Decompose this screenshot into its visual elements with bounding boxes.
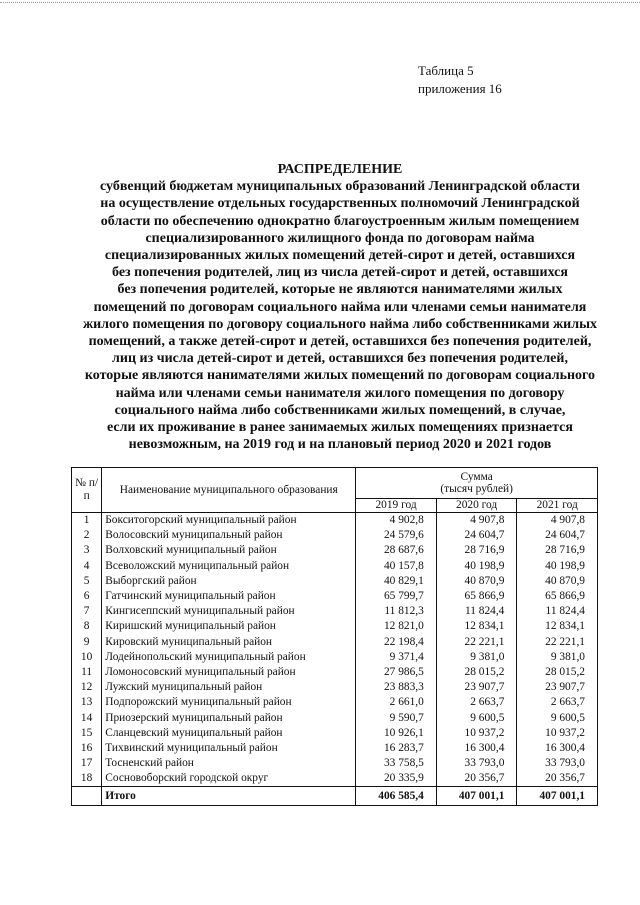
table-body [72, 512, 598, 786]
amount-2020: 65 866,9 [436, 588, 517, 603]
heading-line: которые являются нанимателями жилых помещений по договорам социального [84, 368, 596, 384]
row-number: 5 [72, 573, 102, 588]
table-row [72, 573, 598, 588]
document-heading [60, 161, 620, 453]
row-number: 14 [72, 710, 102, 725]
scan-edge-line [0, 2, 640, 7]
row-number: 16 [72, 740, 102, 755]
municipality-name: Гатчинский муниципальный район [102, 588, 356, 603]
municipality-name: Ломоносовский муниципальный район [102, 664, 356, 679]
amount-2019: 11 812,3 [356, 604, 437, 619]
heading-line: найма или членами семьи нанимателя жилого помещения по договору [115, 385, 565, 401]
amount-2021: 40 198,9 [517, 558, 598, 573]
amount-2019: 16 283,7 [356, 740, 437, 755]
heading-line: помещений, а также детей-сирот и детей, оставшихся без попечения родителей, [88, 334, 592, 350]
row-number: 11 [72, 664, 102, 679]
municipality-name: Тосненский район [102, 756, 356, 771]
amount-2020: 2 663,7 [436, 695, 517, 710]
header-year-2020: 2020 год [436, 499, 517, 513]
row-number: 13 [72, 695, 102, 710]
municipality-name: Тихвинский муниципальный район [102, 740, 356, 755]
municipality-name: Сланцевский муниципальный район [102, 725, 356, 740]
amount-2021: 22 221,1 [517, 634, 598, 649]
amount-2020: 24 604,7 [436, 528, 517, 543]
row-number: 12 [72, 680, 102, 695]
amount-2021: 9 600,5 [517, 710, 598, 725]
appendix-reference [418, 62, 502, 98]
amount-2019: 20 335,9 [356, 771, 437, 787]
amount-2019: 65 799,7 [356, 588, 437, 603]
table-row [72, 634, 598, 649]
table-row [72, 756, 598, 771]
heading-line: жилого помещения по договору социального найма либо собственниками жилых [82, 316, 598, 332]
table-row [72, 710, 598, 725]
amount-2020: 12 834,1 [436, 619, 517, 634]
amount-2021: 4 907,8 [517, 512, 598, 528]
heading-line: если их проживание в ранее занимаемых жилых помещениях признается [107, 420, 573, 436]
amount-2019: 40 829,1 [356, 573, 437, 588]
amount-2021: 23 907,7 [517, 680, 598, 695]
table-row [72, 664, 598, 679]
header-year-2019: 2019 год [356, 499, 437, 513]
amount-2020: 4 907,8 [436, 512, 517, 528]
amount-2021: 11 824,4 [517, 604, 598, 619]
amount-2019: 28 687,6 [356, 543, 437, 558]
amount-2021: 28 015,2 [517, 664, 598, 679]
amount-2020: 23 907,7 [436, 680, 517, 695]
row-number: 18 [72, 771, 102, 787]
table-row [72, 649, 598, 664]
row-number: 1 [72, 512, 102, 528]
header-sum [356, 468, 598, 499]
amount-2021: 24 604,7 [517, 528, 598, 543]
amount-2020: 40 870,9 [436, 573, 517, 588]
table-row [72, 558, 598, 573]
amount-2019: 9 590,7 [356, 710, 437, 725]
heading-line: социального найма либо собственниками жилых помещений, в случае, [114, 402, 566, 418]
row-number: 6 [72, 588, 102, 603]
heading-line: без попечения родителей, которые не являются нанимателями жилых [117, 282, 563, 298]
total-num-cell [72, 786, 102, 805]
heading-line: невозможным, на 2019 год и на плановый период 2020 и 2021 годов [128, 437, 552, 453]
header-sum-unit: (тысяч рублей) [440, 483, 513, 495]
heading-line: специализированных жилых помещений детей-сирот и детей, оставшихся [104, 248, 576, 264]
amount-2021: 10 937,2 [517, 725, 598, 740]
table-row [72, 588, 598, 603]
table-row [72, 725, 598, 740]
municipality-name: Лужский муниципальный район [102, 680, 356, 695]
amount-2021: 33 793,0 [517, 756, 598, 771]
amount-2019: 2 661,0 [356, 695, 437, 710]
total-row [72, 786, 598, 805]
amount-2020: 33 793,0 [436, 756, 517, 771]
table-row [72, 512, 598, 528]
row-number: 17 [72, 756, 102, 771]
total-2020: 407 001,1 [436, 786, 517, 805]
table-row [72, 771, 598, 787]
amount-2021: 2 663,7 [517, 695, 598, 710]
amount-2020: 9 600,5 [436, 710, 517, 725]
row-number: 3 [72, 543, 102, 558]
row-number: 9 [72, 634, 102, 649]
amount-2021: 28 716,9 [517, 543, 598, 558]
amount-2020: 11 824,4 [436, 604, 517, 619]
heading-subtitle [60, 178, 620, 453]
row-number: 10 [72, 649, 102, 664]
municipality-name: Всеволожский муниципальный район [102, 558, 356, 573]
amount-2021: 16 300,4 [517, 740, 598, 755]
municipality-name: Лодейнопольский муниципальный район [102, 649, 356, 664]
municipality-name: Бокситогорский муниципальный район [102, 512, 356, 528]
municipality-name: Приозерский муниципальный район [102, 710, 356, 725]
municipality-name: Кингисеппский муниципальный район [102, 604, 356, 619]
amount-2019: 40 157,8 [356, 558, 437, 573]
amount-2019: 12 821,0 [356, 619, 437, 634]
row-number: 7 [72, 604, 102, 619]
amount-2019: 9 371,4 [356, 649, 437, 664]
row-number: 4 [72, 558, 102, 573]
amount-2019: 27 986,5 [356, 664, 437, 679]
amount-2019: 23 883,3 [356, 680, 437, 695]
municipality-name: Сосновоборский городской округ [102, 771, 356, 787]
header-year-2021: 2021 год [517, 499, 598, 513]
municipality-name: Волховский муниципальный район [102, 543, 356, 558]
table-row [72, 740, 598, 755]
heading-line: на осуществление отдельных государственных полномочий Ленинградской [100, 196, 580, 212]
heading-line: лиц из числа детей-сирот и детей, оставшихся без попечения родителей, [112, 351, 568, 367]
table-row [72, 619, 598, 634]
amount-2019: 22 198,4 [356, 634, 437, 649]
heading-line: субвенций бюджетам муниципальных образований Ленинградской области [100, 179, 580, 195]
table-row [72, 543, 598, 558]
row-number: 15 [72, 725, 102, 740]
amount-2019: 4 902,8 [356, 512, 437, 528]
heading-line: специализированного жилищного фонда по договорам найма [145, 230, 535, 246]
amount-2020: 28 015,2 [436, 664, 517, 679]
row-number: 8 [72, 619, 102, 634]
total-label: Итого [102, 786, 356, 805]
amount-2021: 40 870,9 [517, 573, 598, 588]
heading-line: без попечения родителей, лиц из числа детей-сирот и детей, оставшихся [112, 265, 568, 281]
heading-line: помещений по договорам социального найма или членами семьи нанимателя [93, 299, 587, 315]
heading-title: РАСПРЕДЕЛЕНИЕ [277, 162, 403, 177]
amount-2019: 24 579,6 [356, 528, 437, 543]
amount-2021: 20 356,7 [517, 771, 598, 787]
total-2019: 406 585,4 [356, 786, 437, 805]
municipality-name: Подпорожский муниципальный район [102, 695, 356, 710]
table-row [72, 680, 598, 695]
municipality-name: Волосовский муниципальный район [102, 528, 356, 543]
table-row [72, 604, 598, 619]
header-sum-label: Сумма [460, 470, 493, 483]
amount-2020: 20 356,7 [436, 771, 517, 787]
table-row [72, 528, 598, 543]
amount-2021: 9 381,0 [517, 649, 598, 664]
amount-2019: 33 758,5 [356, 756, 437, 771]
amount-2020: 10 937,2 [436, 725, 517, 740]
annex-number-label: приложения 16 [418, 81, 502, 96]
municipality-name: Киришский муниципальный район [102, 619, 356, 634]
municipality-name: Кировский муниципальный район [102, 634, 356, 649]
amount-2021: 65 866,9 [517, 588, 598, 603]
total-2021: 407 001,1 [517, 786, 598, 805]
municipality-name: Выборгский район [102, 573, 356, 588]
row-number: 2 [72, 528, 102, 543]
amount-2019: 10 926,1 [356, 725, 437, 740]
table-number-label: Таблица 5 [418, 63, 474, 78]
table-row [72, 695, 598, 710]
distribution-table [71, 467, 598, 806]
amount-2020: 40 198,9 [436, 558, 517, 573]
header-number: № п/п [72, 468, 102, 513]
heading-line: области по обеспечению однократно благоустроенным жилым помещением [100, 213, 580, 229]
amount-2020: 16 300,4 [436, 740, 517, 755]
amount-2020: 28 716,9 [436, 543, 517, 558]
amount-2020: 22 221,1 [436, 634, 517, 649]
amount-2020: 9 381,0 [436, 649, 517, 664]
header-municipality: Наименование муниципального образования [102, 468, 356, 513]
amount-2021: 12 834,1 [517, 619, 598, 634]
